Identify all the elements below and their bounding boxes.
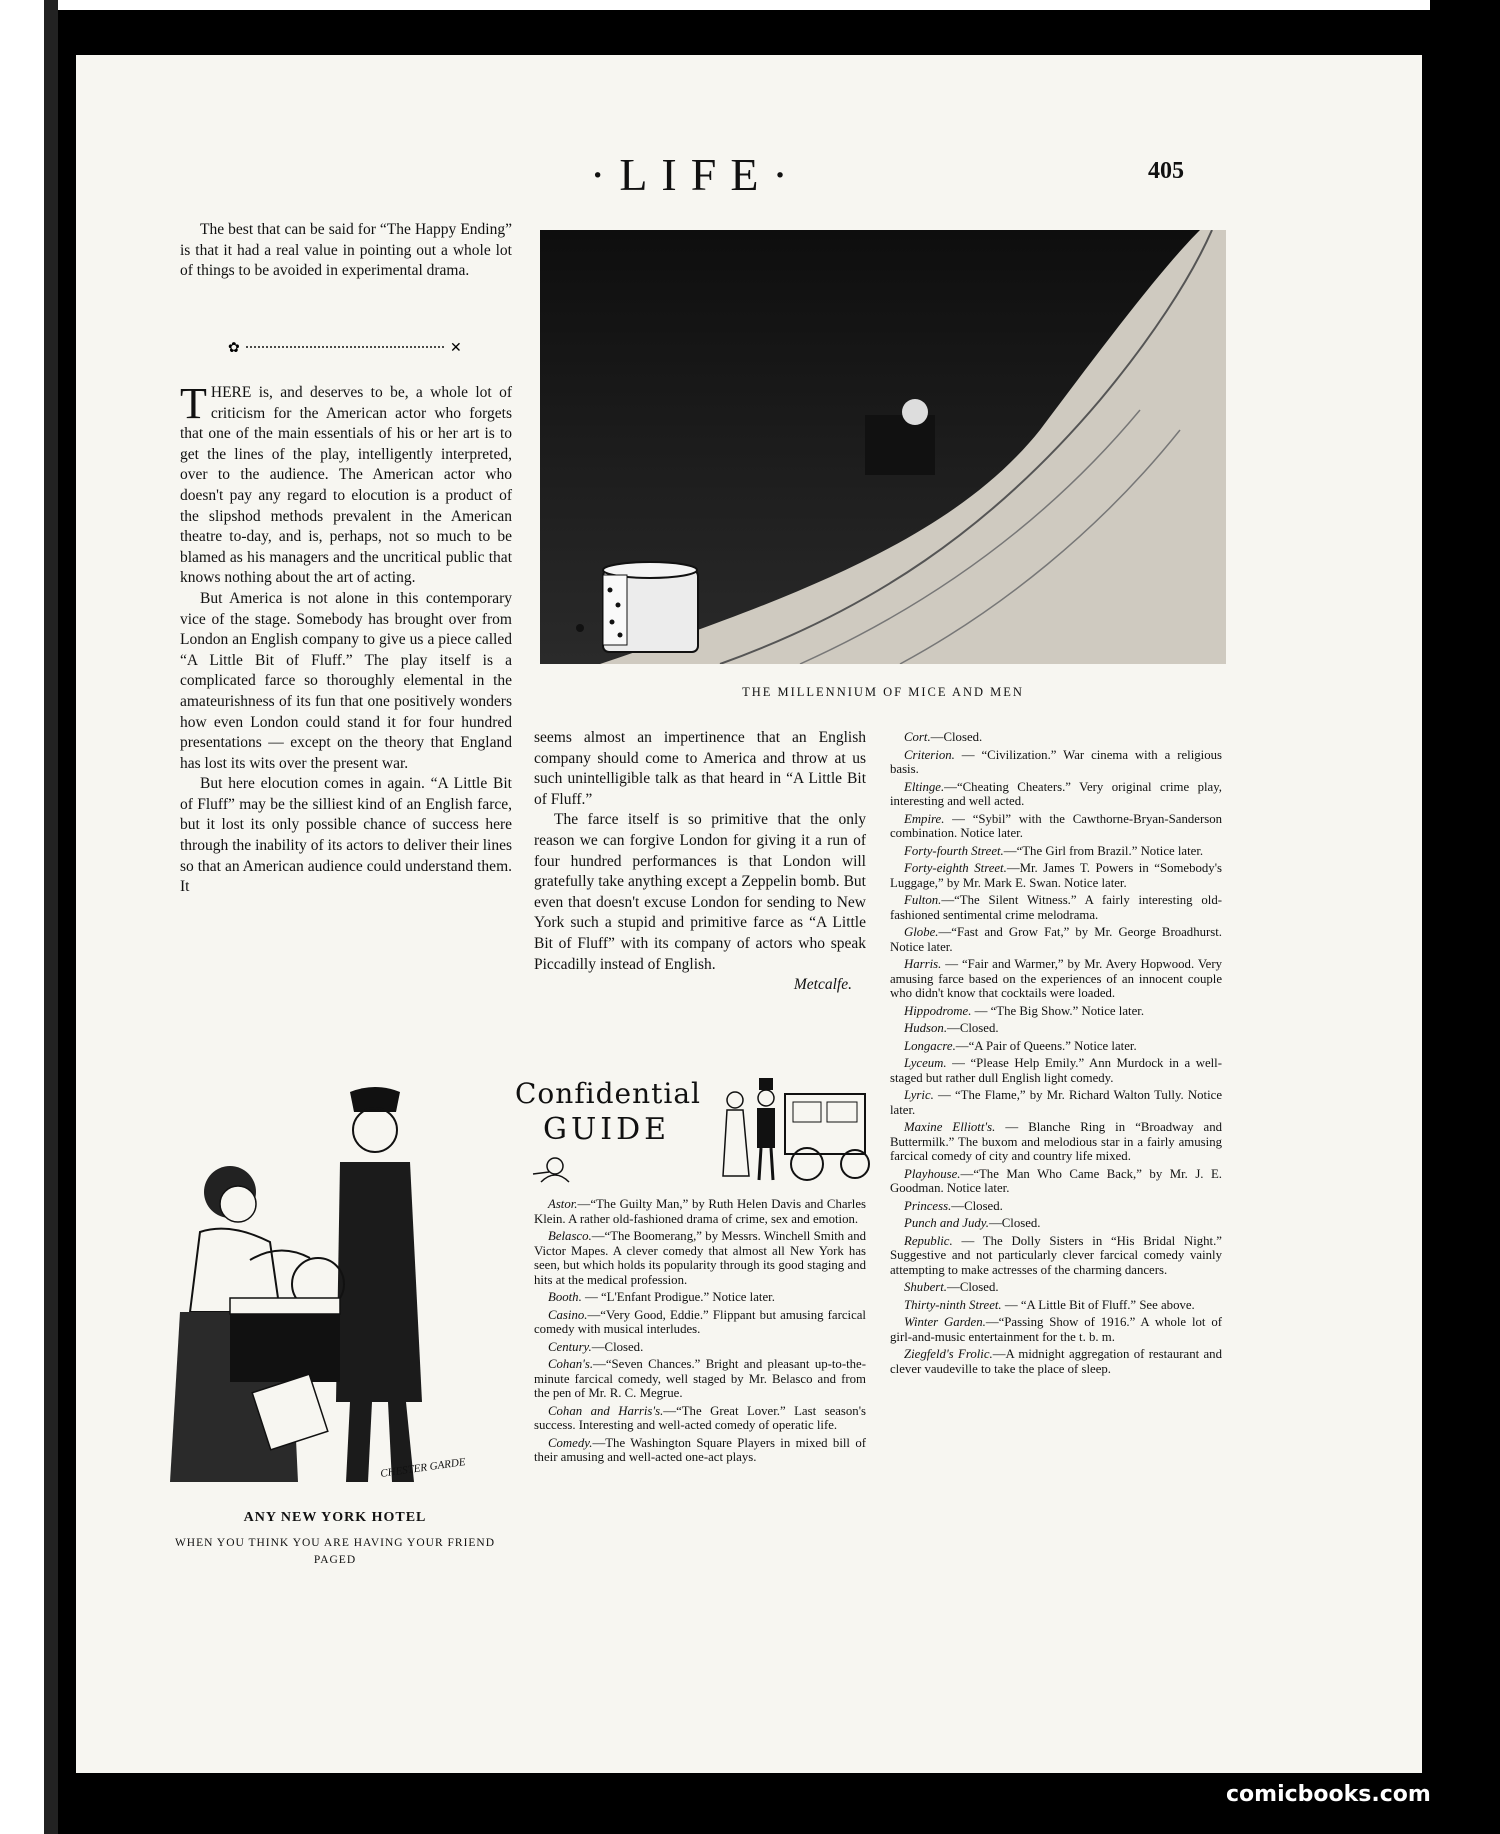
couple-and-car-icon (715, 1076, 875, 1186)
guide-entry (890, 844, 1222, 859)
theatre-listing: — Blanche Ring in “Broadway and Buttermilk.” The buxom and melodious star in a fairly amusing farcical comedy of city and country life mixed. (890, 1120, 1222, 1163)
theatre-name: Lyceum. (904, 1056, 947, 1070)
guide-entry (890, 1234, 1222, 1278)
drop-cap: T (180, 379, 207, 428)
theatre-name: Cohan and Harris's. (548, 1403, 664, 1418)
article-paragraph-3: But here elocution comes in again. “A Little Bit of Fluff” may be the silliest kind of an English farce, but it lost its only possible chance of success here through the inability of its actors to deliver their lines so that an American audience could understand them. It (180, 775, 512, 896)
theatre-name: Longacre. (904, 1038, 956, 1053)
guide-entry (890, 1216, 1222, 1231)
page-number: 405 (1148, 158, 1184, 184)
guide-left-column (534, 1197, 866, 1468)
theatre-listing: —Closed. (930, 730, 983, 744)
theatre-listing: —Closed. (947, 1021, 999, 1035)
guide-entry (890, 957, 1222, 1001)
theatre-listing: — “The Big Show.” Notice later. (971, 1003, 1145, 1018)
cupid-icon (523, 1152, 583, 1192)
svg-text:✕: ✕ (450, 340, 462, 354)
theatre-name: Harris. (904, 957, 942, 971)
theatre-listing: —Closed. (591, 1339, 644, 1354)
theatre-listing: —“Cheating Cheaters.” Very original crime play, interesting and well acted. (890, 779, 1222, 808)
theatre-listing: — “Civilization.” War cinema with a religious basis. (890, 747, 1222, 776)
guide-entry (890, 1347, 1222, 1376)
confidential-guide-heading (515, 1072, 875, 1192)
guide-entry (534, 1357, 866, 1401)
illustration-caption: THE MILLENNIUM OF MICE AND MEN (742, 685, 1024, 699)
left-column-intro (180, 220, 512, 282)
guide-title-line2: GUIDE (543, 1112, 671, 1147)
guide-right-column (890, 730, 1222, 1379)
theatre-listing: —“The Boomerang,” by Messrs. Winchell Smith and Victor Mapes. A clever comedy that almost all New York has seen, but which holds its popularity through its good staging and hits at the medical profession. (534, 1229, 866, 1287)
intro-paragraph: The best that can be said for “The Happy Ending” is that it had a real value in pointing out a whole lot of things to be avoided in experimental drama. (180, 221, 512, 280)
theatre-name: Empire. (904, 811, 945, 826)
theatre-listing: —“The Great Lover.” Last season's success. Interesting and well-acted comedy of operatic life. (534, 1403, 866, 1432)
theatre-listing: —Mr. James T. Powers in “Somebody's Luggage,” by Mr. Mark E. Swan. Notice later. (890, 861, 1222, 890)
guide-entry (534, 1229, 866, 1287)
theatre-listing: —“Fast and Grow Fat,” by Mr. George Broadhurst. Notice later. (890, 925, 1222, 954)
theatre-name: Booth. (548, 1290, 582, 1304)
left-column-article (180, 379, 512, 898)
middle-column-article (534, 728, 866, 996)
theatre-listing: —A midnight aggregation of restaurant and clever vaudeville to take the place of sleep. (890, 1347, 1222, 1376)
millennium-illustration (540, 230, 1226, 664)
theatre-listing: — “Please Help Emily.” Ann Murdock in a well-staged but rather dull English light comedy. (890, 1056, 1222, 1085)
theatre-name: Maxine Elliott's. (904, 1120, 996, 1134)
theatre-name: Fulton. (904, 893, 942, 907)
guide-entry (534, 1308, 866, 1337)
theatre-listing: —“The Man Who Came Back,” by Mr. J. E. Goodman. Notice later. (890, 1166, 1222, 1195)
guide-entry (890, 1039, 1222, 1054)
theatre-listing: —“Very Good, Eddie.” Flippant but amusing farcical comedy with musical interludes. (534, 1307, 866, 1336)
theatre-name: Punch and Judy. (904, 1216, 989, 1230)
author-signature: Metcalfe. (793, 976, 852, 994)
cartoon-caption-title: ANY NEW YORK HOTEL (243, 1510, 427, 1525)
theatre-name: Republic. (904, 1233, 953, 1248)
guide-entry (890, 812, 1222, 841)
guide-entry (890, 730, 1222, 745)
theatre-name: Century. (548, 1339, 592, 1354)
article-paragraph-2: But America is not alone in this contemporary vice of the stage. Somebody has brought over from London an English company to give us a piece called “A Little Bit of Fluff.” The play itself is a complicated farce so thoroughly elemental in the amateurishness of its fun that one positively wonders how even London could stand it for four hundred presentations — except on the theory that England has lost its wits over the present war. (180, 589, 512, 772)
cartoon-caption-subtitle: WHEN YOU THINK YOU ARE HAVING YOUR FRIEND PAGED (174, 1537, 496, 1566)
scan-top-edge (58, 0, 1430, 10)
theatre-name: Lyric. (904, 1088, 934, 1102)
theatre-listing: — “Sybil” with the Cawthorne-Bryan-Sanderson combination. Notice later. (890, 811, 1222, 840)
theatre-name: Hudson. (904, 1021, 948, 1035)
theatre-listing: —“A Pair of Queens.” Notice later. (955, 1038, 1137, 1053)
guide-entry (890, 1315, 1222, 1344)
theatre-name: Globe. (904, 925, 939, 939)
guide-entry (890, 925, 1222, 954)
guide-entry (890, 1167, 1222, 1196)
article-paragraph-1: THERE is, and deserves to be, a whole lot of criticism for the American actor who forgets that one of the main essentials of his or her art is to get the lines of the play, intelligently interpreted, over to the audience. The American actor who doesn't pay any regard to elocution is a product of the slipshod methods prevalent in the American theatre to-day, and is, perhaps, not so much to be blamed as his managers and the uncritical public that knows nothing about the art of acting. (180, 379, 512, 587)
magazine-title: ·LIFE· (590, 149, 802, 200)
theatre-listing: —“Passing Show of 1916.” A whole lot of girl-and-music entertainment for the t. b. m. (890, 1315, 1222, 1344)
theatre-name: Casino. (548, 1307, 588, 1322)
theatre-name: Comedy. (548, 1435, 593, 1450)
section-ornament (228, 340, 468, 354)
theatre-name: Belasco. (548, 1229, 592, 1243)
theatre-name: Eltinge. (904, 779, 945, 794)
guide-entry (890, 861, 1222, 890)
theatre-name: Criterion. (904, 747, 955, 762)
theatre-listing: —“Seven Chances.” Bright and pleasant up-to-the-minute farcical comedy, well staged by Mr. Belasco and from the pen of Mr. R. C. Megrue. (534, 1357, 866, 1400)
theatre-name: Ziegfeld's Frolic. (904, 1347, 993, 1361)
theatre-name: Princess. (904, 1198, 952, 1213)
theatre-listing: —Closed. (947, 1280, 999, 1294)
guide-entry (890, 748, 1222, 777)
theatre-listing: — “Fair and Warmer,” by Mr. Avery Hopwood. Very amusing farce based on the experiences of an innocent couple who didn't know that cocktails were loaded. (890, 957, 1222, 1000)
article-continued-paragraph: seems almost an impertinence that an English company should come to America and throw at us such unintelligible talk as that heard in “A Little Bit of Fluff.” (534, 729, 866, 808)
guide-entry (890, 1056, 1222, 1085)
theatre-name: Playhouse. (904, 1166, 961, 1181)
guide-entry (890, 1120, 1222, 1164)
theatre-name: Forty-eighth Street. (904, 861, 1007, 875)
theatre-name: Winter Garden. (904, 1315, 986, 1329)
guide-entry (534, 1340, 866, 1355)
guide-entry (890, 1199, 1222, 1214)
mountain-drawing (540, 230, 1226, 664)
artist-signature: CHESTER GARDE (379, 1456, 467, 1480)
hotel-cartoon (160, 1082, 510, 1492)
svg-text:✿: ✿ (228, 340, 240, 354)
guide-entry (890, 1280, 1222, 1295)
theatre-name: Cohan's. (548, 1357, 594, 1371)
guide-entry (534, 1404, 866, 1433)
article-paragraph-farce: The farce itself is so primitive that the only reason we can forgive London for giving it a run of four hundred performances is that London will gratefully take anything except a Zeppelin bomb. But even that doesn't excuse London for sending to New York such a stupid and primitive farce as “A Little Bit of Fluff” with its company of actors who speak Piccadilly instead of English. (534, 811, 866, 973)
theatre-name: Shubert. (904, 1280, 948, 1294)
guide-entry (890, 1298, 1222, 1313)
theatre-listing: —“The Guilty Man,” by Ruth Helen Davis and Charles Klein. A rather old-fashioned drama of crime, sex and emotion. (534, 1197, 866, 1226)
theatre-name: Cort. (904, 730, 931, 744)
watermark: comicbooks.com (1226, 1782, 1431, 1807)
guide-entry (890, 1004, 1222, 1019)
theatre-listing: — The Dolly Sisters in “His Bridal Night.” Suggestive and not particularly clever farcical comedy vainly attempting to make actresses of the charming dancers. (890, 1233, 1222, 1277)
guide-entry (534, 1436, 866, 1465)
theatre-listing: —Closed. (951, 1198, 1003, 1213)
theatre-listing: —The Washington Square Players in mixed bill of their amusing and well-acted one-act plays. (534, 1435, 866, 1464)
theatre-name: Thirty-ninth Street. (904, 1297, 1002, 1312)
theatre-listing: —“The Girl from Brazil.” Notice later. (1003, 843, 1204, 858)
guide-entry (534, 1290, 866, 1305)
guide-entry (890, 1021, 1222, 1036)
theatre-listing: — “A Little Bit of Fluff.” See above. (1001, 1297, 1195, 1312)
theatre-name: Hippodrome. (904, 1003, 972, 1018)
bellboy-drawing (160, 1082, 510, 1492)
guide-title-line1: Confidential (515, 1077, 702, 1110)
guide-entry (890, 893, 1222, 922)
guide-entry (890, 1088, 1222, 1117)
theatre-listing: —Closed. (988, 1216, 1041, 1230)
scan-right-edge (1430, 0, 1500, 1834)
theatre-listing: — “L'Enfant Prodigue.” Notice later. (581, 1290, 775, 1304)
guide-entry (890, 780, 1222, 809)
guide-entry (534, 1197, 866, 1226)
theatre-name: Forty-fourth Street. (904, 843, 1004, 858)
scan-left-shadow (44, 0, 58, 1834)
theatre-listing: —“The Silent Witness.” A fairly interesting old-fashioned sentimental crime melodrama. (890, 893, 1222, 922)
theatre-name: Astor. (548, 1197, 578, 1211)
theatre-listing: — “The Flame,” by Mr. Richard Walton Tully. Notice later. (890, 1088, 1222, 1117)
